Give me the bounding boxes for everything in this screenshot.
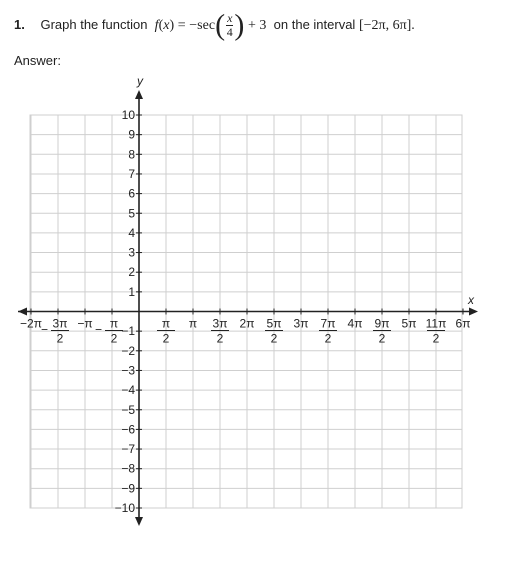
y-tick-label: −5 xyxy=(121,402,135,417)
y-axis-arrow-up xyxy=(135,90,143,99)
y-tick-label: 4 xyxy=(128,225,135,240)
y-tick-label: −9 xyxy=(121,481,135,496)
x-tick-label-numerator: π xyxy=(109,316,119,331)
x-axis-arrow-right xyxy=(469,308,478,316)
big-lparen: ( xyxy=(215,8,226,42)
interval-value: [−2π, 6π]. xyxy=(358,17,415,33)
y-tick-label: −7 xyxy=(121,442,135,457)
y-tick-label: 10 xyxy=(121,108,135,122)
y-tick-label: 8 xyxy=(128,147,135,162)
y-tick-label: 6 xyxy=(128,186,135,201)
x-tick-label: π xyxy=(188,316,198,331)
y-tick-label: −10 xyxy=(114,501,135,515)
x-tick-label-minus: − xyxy=(40,322,48,337)
y-tick-label: 1 xyxy=(128,284,135,299)
y-tick-label: 3 xyxy=(128,245,135,260)
x-tick-label: 4π xyxy=(347,316,363,331)
x-tick-label-numerator: 11π xyxy=(425,316,447,331)
x-tick-label-numerator: 3π xyxy=(212,316,228,331)
func-var: x xyxy=(163,17,170,33)
y-tick-label: 7 xyxy=(128,166,135,181)
x-tick-label: 3π xyxy=(293,316,309,331)
y-axis-arrow-down xyxy=(135,517,143,526)
x-tick-label-numerator: 9π xyxy=(374,316,390,331)
fraction-numerator: x xyxy=(227,11,233,25)
question-prefix: Graph the function xyxy=(40,16,148,32)
y-tick-label: 2 xyxy=(128,265,135,280)
x-tick-label: −π xyxy=(77,316,93,331)
x-tick-label-numerator: 5π xyxy=(266,316,282,331)
y-axis-label: y xyxy=(137,74,143,88)
neg-sec: −sec xyxy=(189,17,216,33)
x-tick-label-denominator: 2 xyxy=(324,331,332,346)
x-tick-label-denominator: 2 xyxy=(162,331,170,346)
y-tick-label: −4 xyxy=(121,383,135,398)
x-tick-label-minus: − xyxy=(94,322,102,337)
x-tick-label-denominator: 2 xyxy=(378,331,386,346)
y-tick-label: −8 xyxy=(121,461,135,476)
x-tick-label-numerator: 3π xyxy=(52,316,68,331)
question-number: 1. xyxy=(14,16,25,32)
x-tick-label-denominator: 2 xyxy=(432,331,440,346)
lparen: ( xyxy=(158,17,164,33)
y-tick-label: 5 xyxy=(128,206,135,221)
x-tick-label-denominator: 2 xyxy=(110,331,118,346)
answer-label: Answer: xyxy=(14,53,61,68)
x-tick-label-denominator: 2 xyxy=(270,331,278,346)
x-axis-arrow-left xyxy=(18,308,27,316)
x-axis-label: x xyxy=(468,293,474,307)
y-tick-label: −6 xyxy=(121,422,135,437)
y-tick-label: −3 xyxy=(121,363,135,378)
equals-sign: = xyxy=(177,17,186,33)
func-name: f xyxy=(154,17,159,33)
x-tick-label-denominator: 2 xyxy=(216,331,224,346)
plus-three: + 3 xyxy=(248,17,267,33)
y-tick-label: 9 xyxy=(128,127,135,142)
x-tick-label: 2π xyxy=(239,316,255,331)
x-tick-label: 5π xyxy=(401,316,417,331)
y-tick-label: −1 xyxy=(121,324,135,339)
x-tick-label-denominator: 2 xyxy=(56,331,64,346)
x-tick-label-numerator: π xyxy=(161,316,171,331)
y-tick-label: −2 xyxy=(121,343,135,358)
big-rparen: ) xyxy=(234,8,245,42)
fraction-denominator: 4 xyxy=(226,25,233,39)
x-tick-label-numerator: 7π xyxy=(320,316,336,331)
rparen: ) xyxy=(169,17,175,33)
interval-text: on the interval xyxy=(273,16,356,32)
x-tick-label: 6π xyxy=(455,316,471,331)
x-tick-label: −2π xyxy=(20,316,42,331)
